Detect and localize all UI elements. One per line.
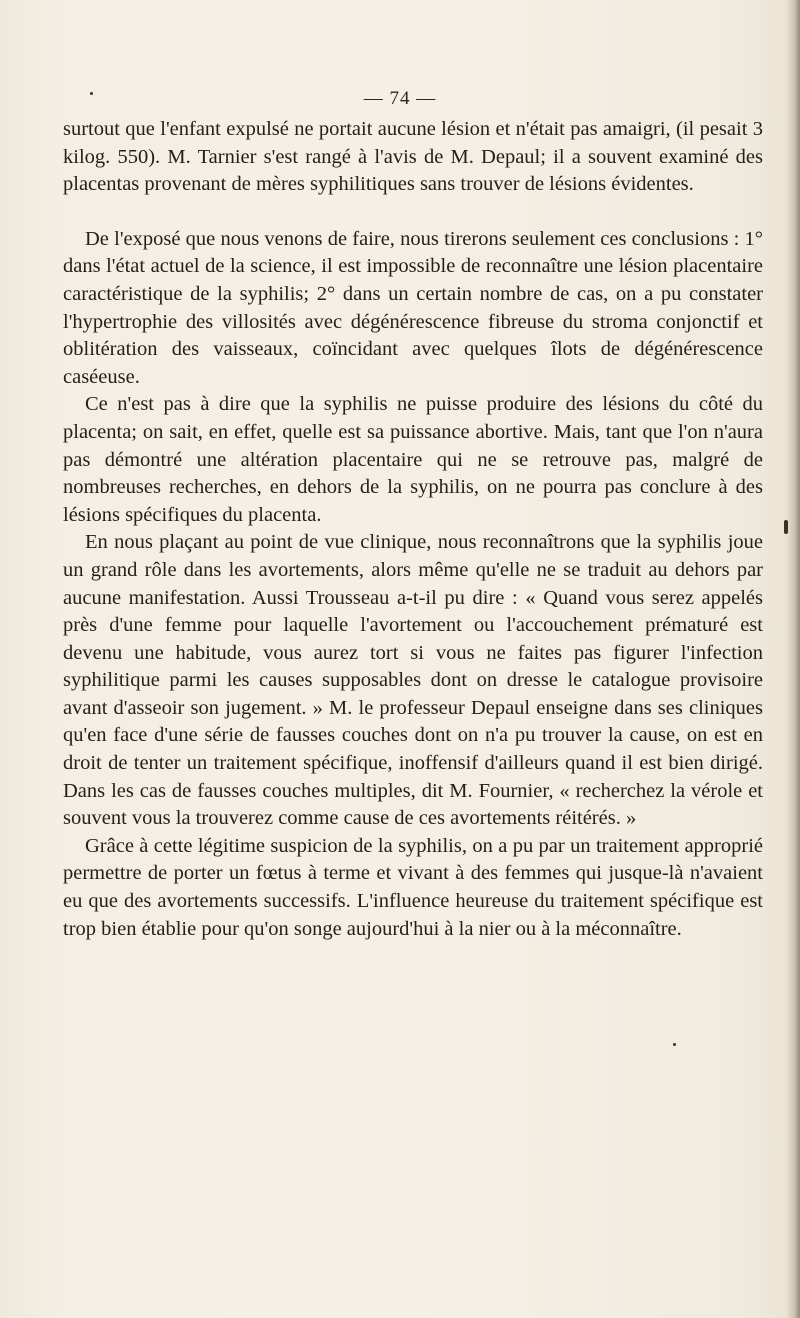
paragraph-2: De l'exposé que nous venons de faire, nous tirerons seulement ces conclusions : 1° dans l'état actuel de la science, il est impossible de reconnaître une lésion placentaire caractéristique de la syphilis; 2° dans un certain nombre de cas, on a pu constater l'hypertrophie des villosités avec dégénérescence fibreuse du stroma conjonctif et oblitération des vaisseaux, coïncidant avec quelques îlots de dégénérescence caséeuse. — [63, 227, 763, 388]
page-edge-shadow — [786, 0, 800, 1318]
paragraph-4: En nous plaçant au point de vue clinique, nous reconnaîtrons que la syphilis joue un grand rôle dans les avortements, alors même qu'elle ne se traduit au dehors par aucune manifestation. Aussi Trousseau a-t-il pu dire : « Quand vous serez appelés près d'une femme pour laquelle l'avortement ou l'accouchement prématuré est devenu une habitude, vous aurez tort si vous ne faites pas figurer l'infection syphilitique parmi les causes supposables dont on dresse le catalogue provisoire avant d'asseoir son jugement. » M. le professeur Depaul enseigne dans ses cliniques qu'en face d'une série de fausses couches dont on n'a pu trouver la cause, on est en droit de tenter un traitement spécifique, inoffensif d'ailleurs quand il est bien dirigé. Dans les cas de fausses couches multiples, dit M. Fournier, « recherchez la vérole et souvent vous la trouverez comme cause de ces avortements réitérés. » — [63, 531, 763, 830]
body-text — [63, 116, 763, 943]
paragraph-3: Ce n'est pas à dire que la syphilis ne puisse produire des lésions du côté du placenta; on sait, en effet, quelle est sa puissance abortive. Mais, tant que l'on n'aura pas démontré une altération placentaire qui ne se retrouve pas, malgré de nombreuses recherches, en dehors de la syphilis, on ne pourra pas conclure à des lésions spécifiques du placenta. — [63, 393, 763, 526]
paragraph-1: surtout que l'enfant expulsé ne portait aucune lésion et n'était pas amaigri, (il pesait 3 kilog. 550). M. Tarnier s'est rangé à l'avis de M. Depaul; il a souvent examiné des placentas provenant de mères syphilitiques sans trouver de lésions évidentes. — [63, 118, 763, 196]
paragraph-5: Grâce à cette légitime suspicion de la syphilis, on a pu par un traitement approprié permettre de porter un fœtus à terme et vivant à des femmes qui jusque-là n'avaient eu que des avortements successifs. L'influence heureuse du traitement spécifique est trop bien établie pour qu'on songe aujourd'hui à la nier ou à la méconnaître. — [63, 834, 763, 940]
page-number: — 74 — — [363, 88, 437, 109]
page-speck — [673, 1043, 676, 1046]
page-speck — [90, 92, 93, 95]
